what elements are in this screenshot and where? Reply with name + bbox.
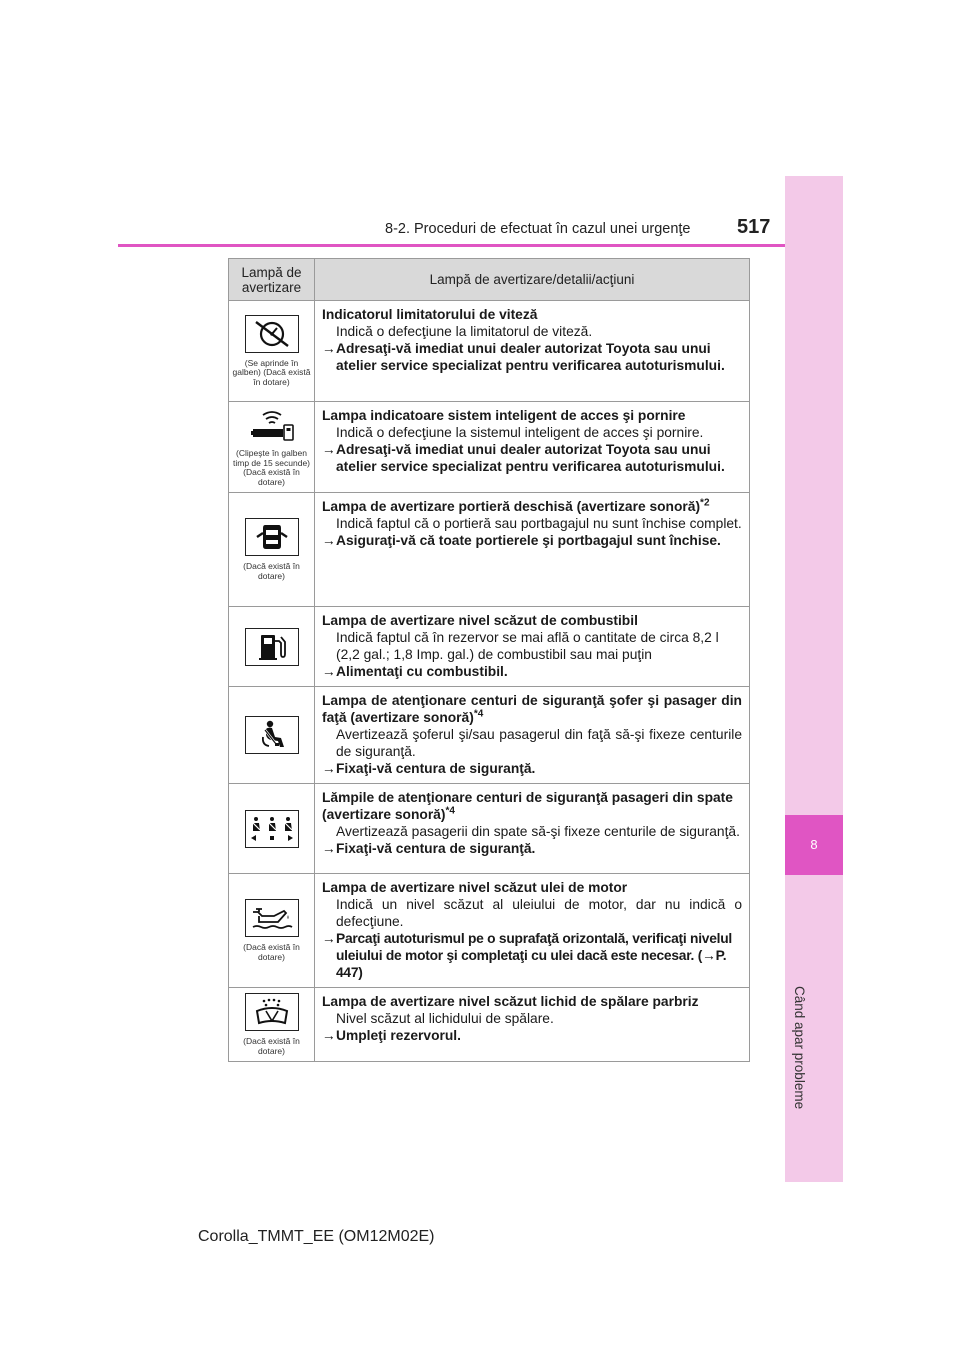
lamp-details <box>315 493 750 607</box>
speed-limiter-icon <box>245 315 299 353</box>
lamp-description: Avertizează şoferul şi/sau pasagerul din faţă să-şi fixeze centurile de siguranţă. <box>336 727 742 759</box>
lamp-title: Indicatorul limitatorului de viteză <box>322 307 538 322</box>
lamp-caption: (Dacă există în dotare) <box>243 942 300 962</box>
lamp-cell <box>229 402 315 493</box>
lamp-action-text: Alimentaţi cu combustibil. <box>336 664 508 679</box>
seatbelt-icon <box>245 716 299 754</box>
lamp-details <box>315 988 750 1062</box>
arrow-icon: → <box>322 442 336 457</box>
footnote-marker: *4 <box>445 805 455 817</box>
col-details-header: Lampă de avertizare/detalii/acţiuni <box>315 259 750 301</box>
chapter-number: 8 <box>785 815 843 875</box>
arrow-icon: → <box>322 664 336 679</box>
arrow-icon: → <box>322 1028 336 1043</box>
lamp-cell <box>229 988 315 1062</box>
lamp-action <box>322 930 742 981</box>
lamp-description: Indică o defecţiune la sistemul inteligent de acces şi pornire. <box>336 425 704 440</box>
lamp-action <box>322 760 742 777</box>
smart-key-icon <box>246 407 298 443</box>
chapter-title <box>792 880 825 1180</box>
lamp-details <box>315 607 750 687</box>
table-row <box>229 988 750 1062</box>
lamp-cell <box>229 784 315 874</box>
lamp-action <box>322 840 742 857</box>
lamp-description: Indică faptul că o portieră sau portbagajul nu sunt închise complet. <box>336 516 742 531</box>
table-row <box>229 784 750 874</box>
lamp-details <box>315 874 750 988</box>
table-row <box>229 687 750 784</box>
table-row <box>229 402 750 493</box>
arrow-icon: → <box>322 841 336 856</box>
table-row <box>229 493 750 607</box>
header-rule <box>118 244 785 247</box>
lamp-title-text: Lămpile de atenţionare centuri de siguranţă pasageri din spate (avertizare sonoră) <box>322 790 733 822</box>
lamp-cell <box>229 301 315 402</box>
lamp-caption: (Se aprinde în galben) (Dacă există în dotare) <box>232 357 311 387</box>
lamp-cell <box>229 687 315 784</box>
lamp-action-text: Parcaţi autoturismul pe o suprafaţă orizontală, verificaţi nivelul uleiului de motor şi completaţi cu ulei dacă este necesar. (→P. 447) <box>336 931 732 980</box>
chapter-title-text: Când apar probleme <box>792 986 807 1110</box>
lamp-description: Avertizează pasagerii din spate să-şi fixeze centurile de siguranţă. <box>336 824 740 839</box>
lamp-title: Lampa indicatoare sistem inteligent de acces şi pornire <box>322 408 686 423</box>
page-number: 517 <box>737 216 771 238</box>
lamp-action-text: Adresaţi-vă imediat unui dealer autorizat Toyota sau unui atelier service specializat pentru verificarea autoturismului. <box>336 442 725 474</box>
footnote-marker: *2 <box>700 497 710 509</box>
lamp-cell <box>229 493 315 607</box>
lamp-action-text: Adresaţi-vă imediat unui dealer autorizat Toyota sau unui atelier service specializat pentru verificarea autoturismului. <box>336 341 725 373</box>
footnote-marker: *4 <box>473 708 484 720</box>
lamp-title-text: Lampa de avertizare portieră deschisă (avertizare sonoră) <box>322 499 701 514</box>
lamp-action-text: Asiguraţi-vă că toate portierele şi portbagajul sunt închise. <box>336 533 721 548</box>
lamp-caption: (Dacă există în dotare) <box>243 1036 300 1056</box>
rear-seatbelt-icon <box>245 810 299 848</box>
fuel-pump-icon <box>245 628 299 666</box>
arrow-icon: → <box>322 341 336 356</box>
lamp-description: Nivel scăzut al lichidului de spălare. <box>336 1011 554 1026</box>
lamp-details <box>315 784 750 874</box>
open-door-icon <box>245 518 299 556</box>
lamp-action <box>322 441 742 475</box>
lamp-title-text: Lampa de atenţionare centuri de siguranţă şofer şi pasager din faţă (avertizare sonoră) <box>322 693 742 725</box>
table-row <box>229 874 750 988</box>
lamp-action <box>322 532 742 549</box>
lamp-cell <box>229 607 315 687</box>
warning-lamp-table <box>228 258 750 1062</box>
lamp-action-text: Fixaţi-vă centura de siguranţă. <box>336 841 536 856</box>
section-title: 8-2. Proceduri de efectuat în cazul unei urgenţe <box>385 221 691 237</box>
lamp-caption: (Dacă există în dotare) <box>243 561 300 581</box>
lamp-description: Indică o defecţiune la limitatorul de viteză. <box>336 324 593 339</box>
table-row <box>229 607 750 687</box>
lamp-description: Indică faptul că în rezervor se mai află o cantitate de circa 8,2 l (2,2 gal.; 1,8 Imp. gal.) de combustibil sau mai puţin <box>336 630 719 662</box>
lamp-title <box>322 692 742 726</box>
lamp-details <box>315 402 750 493</box>
lamp-action <box>322 1027 742 1044</box>
lamp-action-text: Umpleţi rezervorul. <box>336 1028 461 1043</box>
lamp-caption: (Clipeşte în galben timp de 15 secunde) (Dacă există în dotare) <box>232 448 311 487</box>
arrow-icon: → <box>322 533 336 548</box>
arrow-icon: → <box>322 931 336 946</box>
lamp-details <box>315 687 750 784</box>
col-lamp-header: Lampă de avertizare <box>229 259 315 301</box>
lamp-title: Lampa de avertizare nivel scăzut de combustibil <box>322 613 638 628</box>
lamp-action-text: Fixaţi-vă centura de siguranţă. <box>336 761 536 776</box>
footer-model: Corolla_TMMT_EE (OM12M02E) <box>198 1228 435 1245</box>
lamp-cell <box>229 874 315 988</box>
lamp-title: Lampa de avertizare nivel scăzut lichid de spălare parbriz <box>322 994 699 1009</box>
oil-can-icon <box>245 899 299 937</box>
lamp-details <box>315 301 750 402</box>
arrow-icon: → <box>322 761 336 776</box>
washer-fluid-icon <box>245 993 299 1031</box>
lamp-action <box>322 663 742 680</box>
table-row <box>229 301 750 402</box>
lamp-title: Lampa de avertizare nivel scăzut ulei de motor <box>322 880 628 895</box>
lamp-action <box>322 340 742 374</box>
lamp-description: Indică un nivel scăzut al uleiului de motor, dar nu indică o defecţiune. <box>336 897 742 929</box>
lamp-title <box>322 789 742 823</box>
lamp-title <box>322 498 742 515</box>
table-header-row <box>229 259 750 301</box>
